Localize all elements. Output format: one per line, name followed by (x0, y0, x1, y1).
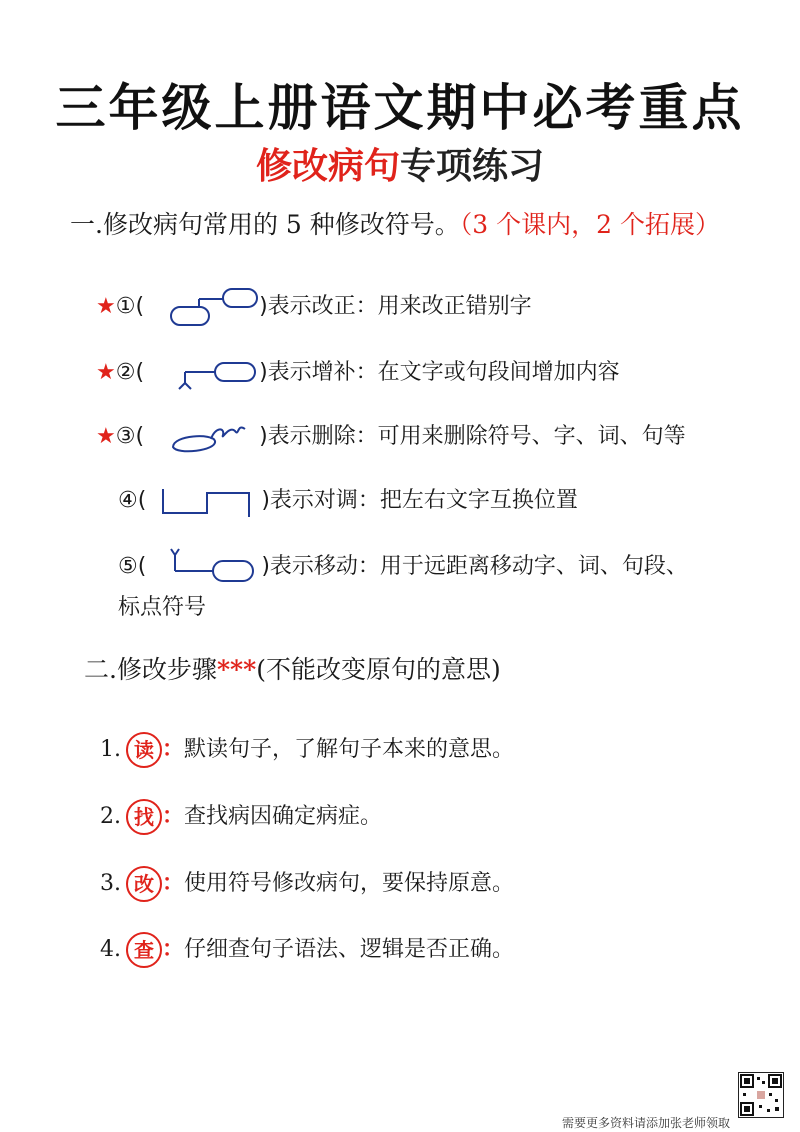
step-text: 默读句子，了解句子本来的意思。 (184, 737, 515, 762)
move-symbol-icon (153, 547, 261, 587)
symbol-row-2: ★②( )表示增补：在文字或句段间增加内容 (96, 353, 620, 393)
star-icon: ★ (96, 294, 116, 319)
step-number: 3. (100, 871, 121, 896)
section1-heading-text: 一.修改病句常用的 5 种修改符号。 (70, 210, 460, 239)
change-symbol-icon (151, 287, 259, 327)
subtitle-highlight: 修改病句 (255, 146, 400, 187)
insert-symbol-icon (151, 353, 259, 393)
footer-note: 需要更多资料请添加张老师领取 (562, 1116, 731, 1130)
page-title: 三年级上册语文期中必考重点 (55, 79, 745, 137)
item-description: )表示删除：可用来删除符号、字、词、句等 (259, 424, 686, 449)
subtitle-rest: 专项练习 (400, 146, 545, 187)
step-text: 使用符号修改病句，要保持原意。 (184, 871, 515, 896)
section2-heading-text: 二.修改步骤 (84, 655, 217, 684)
section2-heading-stars: *** (216, 655, 257, 684)
step-number: 2. (100, 804, 121, 829)
step-number: 1. (100, 737, 121, 762)
item-number: ① (115, 294, 136, 319)
symbol-row-1: ★①( )表示改正：用来改正错别字 (96, 287, 532, 327)
step-key-circle: 查 (126, 932, 162, 968)
section1-heading-note: （3 个课内，2 个拓展） (459, 210, 720, 239)
step-row (100, 928, 514, 972)
star-icon: ★ (96, 424, 116, 449)
star-icon: ★ (96, 360, 116, 385)
section2-heading-note: (不能改变原句的意思) (256, 655, 501, 684)
step-row (100, 728, 514, 772)
step-colon: ： (162, 871, 185, 896)
symbol-row-5-continued: 标点符号 (118, 595, 207, 620)
page-subtitle (0, 138, 800, 189)
item-description: )表示改正：用来改正错别字 (259, 294, 532, 319)
swap-symbol-icon (153, 481, 261, 521)
section2-heading (84, 650, 501, 686)
item-number: ⑤ (118, 554, 138, 579)
step-colon: ： (162, 937, 185, 962)
symbol-row-4: ④( )表示对调：把左右文字互换位置 (118, 481, 578, 521)
delete-symbol-icon (151, 417, 259, 457)
item-number: ② (115, 360, 136, 385)
item-number: ③ (115, 424, 136, 449)
item-description: )表示移动：用于远距离移动字、词、句段、 (261, 554, 688, 579)
step-row (100, 862, 514, 906)
symbol-row-3: ★③( )表示删除：可用来删除符号、字、词、句等 (96, 417, 686, 457)
symbol-row-5: ⑤( )表示移动：用于远距离移动字、词、句段、 (118, 547, 688, 587)
item-number: ④ (118, 488, 138, 513)
item-description: )表示增补：在文字或句段间增加内容 (259, 360, 620, 385)
step-key-circle: 找 (126, 799, 162, 835)
item-description: )表示对调：把左右文字互换位置 (261, 488, 578, 513)
step-colon: ： (162, 804, 185, 829)
qr-code-icon (738, 1072, 784, 1118)
section1-heading (70, 205, 720, 241)
step-row (100, 795, 382, 839)
step-colon: ： (162, 737, 185, 762)
step-text: 查找病因确定病症。 (184, 804, 383, 829)
step-key-circle: 改 (126, 866, 162, 902)
step-number: 4. (100, 937, 121, 962)
step-key-circle: 读 (126, 732, 162, 768)
step-text: 仔细查句子语法、逻辑是否正确。 (184, 937, 515, 962)
